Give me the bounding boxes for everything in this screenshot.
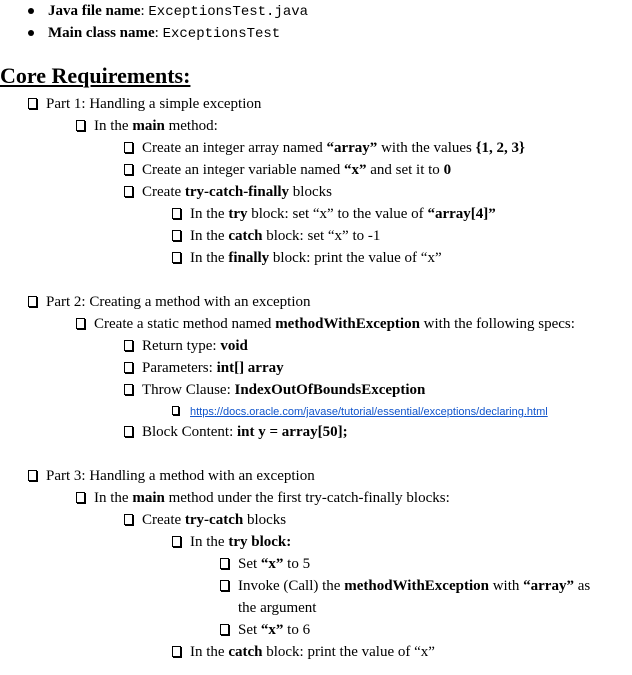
checkbox-icon	[124, 340, 133, 351]
java-file-label: Java file name	[48, 3, 141, 19]
checkbox-icon	[124, 186, 133, 197]
part1-catch: In the catch block: set “x” to -1	[190, 228, 381, 244]
part2-create: Create a static method named methodWithException with the following specs:	[94, 316, 575, 332]
checkbox-icon	[28, 470, 37, 481]
checkbox-icon	[172, 646, 181, 657]
part1-x: Create an integer variable named “x” and set it to 0	[142, 162, 452, 178]
part3-invoke: Invoke (Call) the methodWithException with “array” as	[238, 578, 591, 594]
part3-title: Part 3: Handling a method with an exception	[46, 468, 315, 484]
checkbox-icon	[124, 514, 133, 525]
checkbox-icon	[172, 252, 181, 263]
checkbox-icon	[76, 492, 85, 503]
page-heading: Core Requirements:	[0, 63, 191, 88]
part1-title: Part 1: Handling a simple exception	[46, 96, 262, 112]
java-file-line: Java file name: ExceptionsTest.java	[48, 3, 309, 20]
part3-set6: Set “x” to 6	[238, 622, 311, 638]
checkbox-icon	[124, 426, 133, 437]
checkbox-icon	[172, 230, 181, 241]
part3-try: In the try block:	[190, 534, 292, 550]
part1-finally: In the finally block: print the value of “x”	[190, 250, 442, 266]
part3-invoke-cont: the argument	[238, 600, 317, 616]
part2-link-line	[190, 401, 548, 422]
checkbox-icon	[172, 208, 181, 219]
checkbox-icon	[76, 318, 85, 329]
part2-return: Return type: void	[142, 338, 248, 354]
bullet-dot	[28, 30, 34, 36]
main-class-label: Main class name	[48, 25, 155, 41]
part2-title: Part 2: Creating a method with an exception	[46, 294, 311, 310]
main-class-value: ExceptionsTest	[162, 26, 281, 42]
checkbox-icon	[28, 98, 37, 109]
part2-throw: Throw Clause: IndexOutOfBoundsException	[142, 382, 426, 398]
part1-tcf: Create try-catch-finally blocks	[142, 184, 332, 200]
checkbox-icon	[124, 142, 133, 153]
part1-try: In the try block: set “x” to the value of “array[4]”	[190, 206, 496, 222]
checkbox-icon	[124, 384, 133, 395]
checkbox-icon	[172, 406, 179, 415]
part2-params: Parameters: int[] array	[142, 360, 284, 376]
part3-tc: Create try-catch blocks	[142, 512, 287, 528]
part1-array: Create an integer array named “array” with the values {1, 2, 3}	[142, 140, 525, 156]
checkbox-icon	[220, 580, 229, 591]
checkbox-icon	[220, 558, 229, 569]
oracle-docs-link[interactable]: https://docs.oracle.com/javase/tutorial/essential/exceptions/declaring.html	[190, 406, 548, 418]
part1-in-main: In the main method:	[94, 118, 218, 134]
bullet-dot	[28, 8, 34, 14]
part3-in-main: In the main method under the first try-catch-finally blocks:	[94, 490, 450, 506]
part2-block: Block Content: int y = array[50];	[142, 424, 348, 440]
main-class-line: Main class name: ExceptionsTest	[48, 25, 281, 42]
checkbox-icon	[124, 164, 133, 175]
checkbox-icon	[124, 362, 133, 373]
checkbox-icon	[220, 624, 229, 635]
part3-set5: Set “x” to 5	[238, 556, 311, 572]
java-file-value: ExceptionsTest.java	[148, 4, 309, 20]
checkbox-icon	[172, 536, 181, 547]
checkbox-icon	[28, 296, 37, 307]
checkbox-icon	[76, 120, 85, 131]
part3-catch: In the catch block: print the value of “x”	[190, 644, 435, 660]
